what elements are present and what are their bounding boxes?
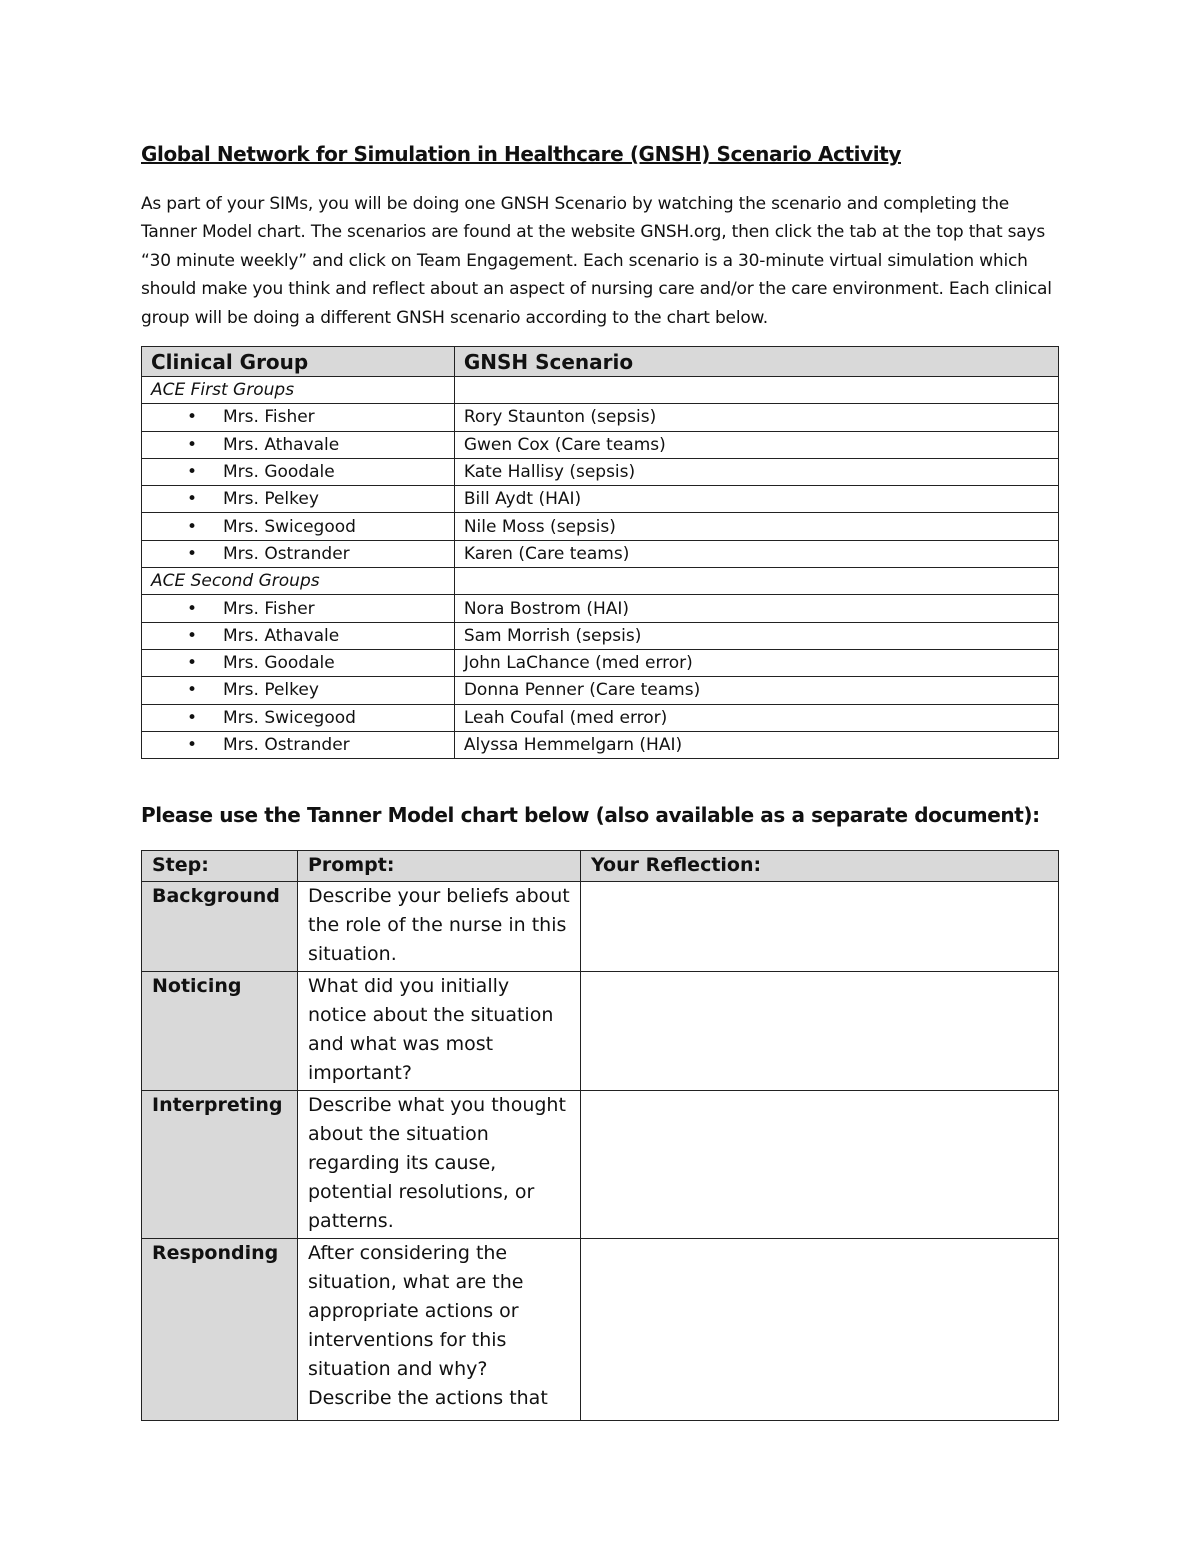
- scenario-name: Nora Bostrom (HAI): [454, 595, 1058, 622]
- table-row: [142, 431, 1059, 458]
- bullet-icon: •: [187, 625, 198, 646]
- bullet-icon: •: [187, 407, 198, 428]
- header-gnsh-scenario: GNSH Scenario: [454, 347, 1058, 377]
- bullet-icon: •: [187, 653, 198, 674]
- scenario-name: Leah Coufal (med error): [454, 704, 1058, 731]
- prompt-text: After considering the situation, what are the appropriate actions or interventions for this situation and why? Describe the actions that: [298, 1239, 581, 1421]
- scenario-name: Sam Morrish (sepsis): [454, 622, 1058, 649]
- scenario-name: Kate Hallisy (sepsis): [454, 458, 1058, 485]
- scenario-name: Karen (Care teams): [454, 540, 1058, 567]
- step-label: Responding: [142, 1239, 298, 1421]
- step-label: Noticing: [142, 972, 298, 1091]
- instructor-name: Mrs. Athavale: [223, 625, 340, 646]
- tanner-model-table: [141, 850, 1059, 1421]
- scenario-name: John LaChance (med error): [454, 649, 1058, 676]
- table-row: [142, 731, 1059, 758]
- group-label-row: [142, 568, 1059, 595]
- table-row: [142, 595, 1059, 622]
- table-row: [142, 972, 1059, 1091]
- instructor-name: Mrs. Pelkey: [223, 489, 319, 510]
- scenario-name: Donna Penner (Care teams): [454, 677, 1058, 704]
- instructor-name: Mrs. Athavale: [223, 434, 340, 455]
- scenario-name: Bill Aydt (HAI): [454, 486, 1058, 513]
- table-row: [142, 622, 1059, 649]
- bullet-icon: •: [187, 462, 198, 483]
- reflection-cell[interactable]: [581, 972, 1059, 1091]
- step-label: Background: [142, 882, 298, 972]
- prompt-text: Describe your beliefs about the role of the nurse in this situation.: [298, 882, 581, 972]
- scenario-name: Rory Staunton (sepsis): [454, 404, 1058, 431]
- scenario-name: Nile Moss (sepsis): [454, 513, 1058, 540]
- table-row: [142, 677, 1059, 704]
- bullet-icon: •: [187, 516, 198, 537]
- instructor-name: Mrs. Fisher: [223, 407, 315, 428]
- header-prompt: Prompt:: [298, 851, 581, 882]
- page-title: Global Network for Simulation in Healthcare (GNSH) Scenario Activity: [141, 142, 901, 166]
- tanner-heading: Please use the Tanner Model chart below (also available as a separate document):: [141, 803, 1040, 827]
- group-label: ACE Second Groups: [142, 568, 455, 595]
- table-row: [142, 513, 1059, 540]
- table-row: [142, 704, 1059, 731]
- bullet-icon: •: [187, 434, 198, 455]
- table-row: [142, 649, 1059, 676]
- table-row: [142, 1091, 1059, 1239]
- table-row: [142, 882, 1059, 972]
- instructor-name: Mrs. Goodale: [223, 653, 335, 674]
- bullet-icon: •: [187, 680, 198, 701]
- instructor-name: Mrs. Pelkey: [223, 680, 319, 701]
- group-label: ACE First Groups: [142, 377, 455, 404]
- bullet-icon: •: [187, 598, 198, 619]
- table-row: [142, 486, 1059, 513]
- reflection-cell[interactable]: [581, 882, 1059, 972]
- header-clinical-group: Clinical Group: [142, 347, 455, 377]
- instructor-name: Mrs. Goodale: [223, 462, 335, 483]
- table-row: [142, 404, 1059, 431]
- bullet-icon: •: [187, 489, 198, 510]
- bullet-icon: •: [187, 735, 198, 755]
- table-header-row: [142, 851, 1059, 882]
- bullet-icon: •: [187, 707, 198, 728]
- prompt-text: Describe what you thought about the situation regarding its cause, potential resolutions, or patterns.: [298, 1091, 581, 1239]
- step-label: Interpreting: [142, 1091, 298, 1239]
- table-row: [142, 458, 1059, 485]
- intro-paragraph: As part of your SIMs, you will be doing one GNSH Scenario by watching the scenario and completing the Tanner Model chart. The scenarios are found at the website GNSH.org, then click the tab at the top that says “30 minute weekly” and click on Team Engagement. Each scenario is a 30-minute virtual simulation which should make you think and reflect about an aspect of nursing care and/or the care environment. Each clinical group will be doing a different GNSH scenario according to the chart below.: [141, 194, 1052, 328]
- table-row: [142, 1239, 1059, 1421]
- group-label-row: [142, 377, 1059, 404]
- prompt-text: What did you initially notice about the situation and what was most important?: [298, 972, 581, 1091]
- bullet-icon: •: [187, 543, 198, 564]
- instructor-name: Mrs. Fisher: [223, 598, 315, 619]
- instructor-name: Mrs. Swicegood: [223, 516, 356, 537]
- table-row: [142, 540, 1059, 567]
- header-step: Step:: [142, 851, 298, 882]
- instructor-name: Mrs. Ostrander: [223, 735, 350, 755]
- scenario-name: Alyssa Hemmelgarn (HAI): [454, 731, 1058, 758]
- instructor-name: Mrs. Ostrander: [223, 543, 350, 564]
- instructor-name: Mrs. Swicegood: [223, 707, 356, 728]
- reflection-cell[interactable]: [581, 1239, 1059, 1421]
- reflection-cell[interactable]: [581, 1091, 1059, 1239]
- clinical-group-table: [141, 346, 1059, 759]
- scenario-name: Gwen Cox (Care teams): [454, 431, 1058, 458]
- table-header-row: [142, 347, 1059, 377]
- header-reflection: Your Reflection:: [581, 851, 1059, 882]
